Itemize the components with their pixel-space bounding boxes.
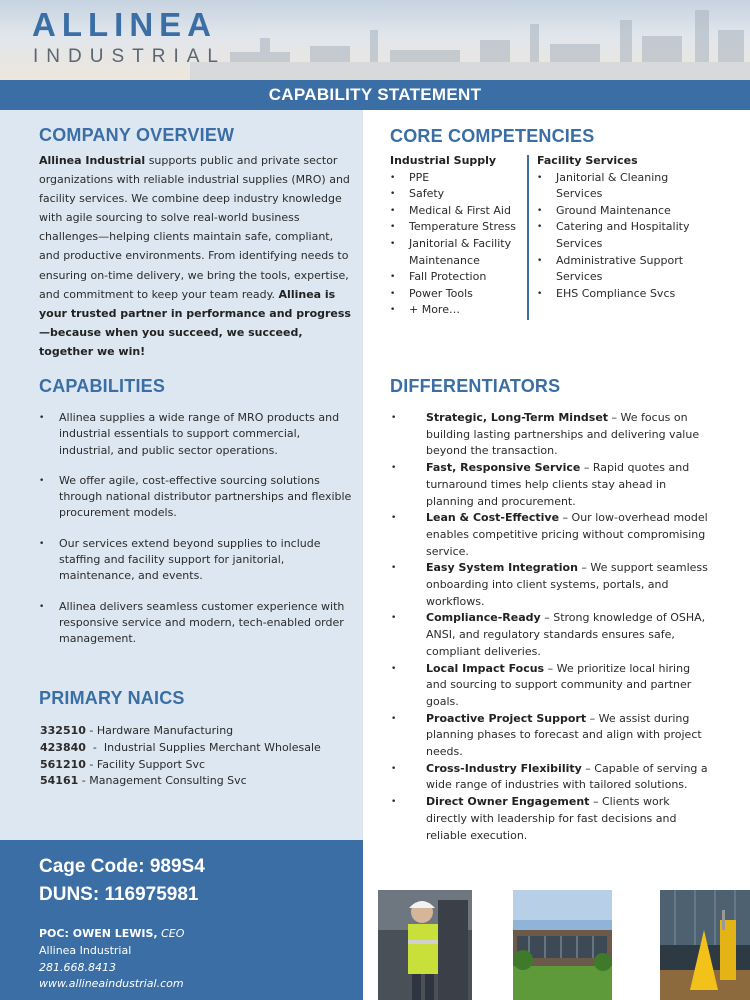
list-item: • Local Impact Focus – We prioritize local hiring and sourcing to support community and partner goals. [391, 661, 692, 708]
contact-box [0, 840, 363, 1000]
list-item: • Cross-Industry Flexibility – Capable of serving a wide range of industries with tailored solutions. [391, 761, 708, 792]
company-name: Allinea Industrial [39, 943, 132, 957]
list-item: • + More… [390, 302, 526, 319]
list-item: • PPE [390, 170, 526, 187]
point-of-contact [39, 926, 184, 993]
list-item: • Janitorial & Cleaning Services [537, 170, 669, 201]
bullet-icon: • [391, 513, 397, 524]
list-item: • Easy System Integration – We support seamless onboarding into client systems, portals, and workflows. [391, 561, 708, 608]
phone-number[interactable]: 281.668.8413 [39, 960, 116, 974]
bullet-icon: • [537, 222, 543, 233]
poc-label: POC: OWEN LEWIS, [39, 927, 158, 940]
naics-row: 332510 - Hardware Manufacturing [40, 724, 234, 737]
naics-row: 54161 - Management Consulting Svc [40, 774, 247, 788]
list-item: • We offer agile, cost-effective sourcing solutions through national distributor partnerships and flexible procurement models. [39, 473, 352, 520]
list-item: • Temperature Stress [390, 219, 526, 236]
list-item: • Catering and Hospitality Services [537, 220, 690, 250]
company-overview-heading: COMPANY OVERVIEW [39, 125, 235, 145]
list-item: • Strategic, Long-Term Mindset – We focus on building lasting partnerships and delivering value beyond the transaction. [391, 411, 700, 458]
brand-subtitle: INDUSTRIAL [33, 46, 226, 67]
bullet-icon: • [390, 205, 396, 216]
bullet-icon: • [537, 172, 543, 183]
bullet-icon: • [390, 172, 396, 183]
bullet-icon: • [39, 413, 45, 423]
bullet-icon: • [391, 797, 397, 808]
naics-heading: PRIMARY NAICS [39, 688, 185, 708]
capabilities-list [39, 410, 357, 662]
differentiators-list [391, 410, 711, 844]
duns-number: DUNS: 116975981 [39, 884, 199, 905]
bullet-icon: • [390, 305, 396, 316]
website-link[interactable]: www.allineaindustrial.com [39, 977, 184, 991]
brand-name: ALLINEA [32, 6, 217, 43]
list-item: • Direct Owner Engagement – Clients work directly with leadership for fast decisions and reliable execution. [391, 795, 677, 842]
list-item: • Janitorial & Facility Maintenance [390, 236, 512, 267]
list-item: • Our services extend beyond supplies to include staffing and facility support for janitorial, maintenance, and events. [39, 536, 321, 583]
bullet-icon: • [537, 255, 543, 266]
list-item: • Fast, Responsive Service – Rapid quotes and turnaround times help clients stay ahead in planning and procurement. [391, 461, 690, 508]
overview-closing: Allinea is your trusted partner in performance and progress—because when you succeed, we succeed, together we win! [39, 287, 351, 358]
column-divider [527, 155, 529, 320]
industrial-supply-title: Industrial Supply [390, 154, 497, 167]
bullet-icon: • [39, 475, 45, 486]
list-item: • Proactive Project Support – We assist during planning phases to forecast and align with project needs. [391, 711, 702, 759]
bullet-icon: • [391, 413, 397, 423]
bullet-icon: • [390, 222, 396, 233]
office-building-photo [513, 890, 612, 1000]
list-item: • Compliance-Ready – Strong knowledge of OSHA, ANSI, and regulatory standards ensures safe, compliant deliveries. [391, 611, 706, 658]
header-banner [0, 0, 750, 80]
list-item: • Fall Protection [390, 269, 526, 286]
bullet-icon: • [390, 238, 396, 249]
industrial-supply-column [390, 153, 526, 319]
bullet-icon: • [39, 538, 45, 549]
janitorial-photo [660, 890, 750, 1000]
poc-title: CEO [161, 927, 185, 940]
industrial-skyline-image [190, 0, 750, 80]
list-item: • Medical & First Aid [390, 203, 526, 220]
naics-list [40, 723, 360, 790]
list-item: • EHS Compliance Svcs [537, 286, 717, 303]
bullet-icon: • [390, 272, 396, 283]
facility-services-title: Facility Services [537, 154, 638, 167]
list-item: • Allinea delivers seamless customer experience with responsive service and modern, tech-enabled order management. [39, 599, 345, 646]
bullet-icon: • [537, 205, 543, 216]
list-item: • Ground Maintenance [537, 203, 717, 220]
worker-photo [378, 890, 472, 1000]
list-item: • Lean & Cost-Effective – Our low-overhead model enables competitive pricing without compromising service. [391, 511, 708, 558]
list-item: • Power Tools [390, 286, 526, 303]
company-overview-text [39, 151, 357, 361]
bullet-icon: • [390, 288, 396, 299]
bullet-icon: • [391, 563, 397, 574]
bullet-icon: • [39, 601, 45, 612]
bullet-icon: • [391, 463, 397, 474]
bullet-icon: • [391, 613, 397, 624]
bullet-icon: • [391, 663, 397, 674]
facility-services-column [537, 153, 717, 302]
list-item: • Safety [390, 186, 526, 203]
differentiators-heading: DIFFERENTIATORS [390, 376, 561, 396]
bullet-icon: • [391, 763, 397, 774]
document-title: CAPABILITY STATEMENT [0, 80, 750, 110]
cage-code: Cage Code: 989S4 [39, 856, 205, 877]
core-competencies-heading: CORE COMPETENCIES [390, 126, 595, 146]
capabilities-heading: CAPABILITIES [39, 376, 166, 396]
list-item: • Administrative Support Services [537, 253, 684, 284]
bullet-icon: • [391, 713, 397, 724]
bullet-icon: • [537, 288, 543, 299]
bullet-icon: • [390, 189, 396, 200]
overview-body: supports public and private sector organizations with reliable industrial supplies (MRO) and facility services. We combine deep industry knowledge with agile sourcing to solve real-world business challenges—helping clients maintain safe, compliant, and productive environments. From identifying needs to ensuring on-time delivery, we bring the tools, expertise, and commitment to keep your team ready. [39, 154, 350, 301]
naics-row: 423840 - Industrial Supplies Merchant Wholesale [40, 740, 321, 754]
naics-row: 561210 - Facility Support Svc [40, 757, 206, 771]
list-item: • Allinea supplies a wide range of MRO products and industrial essentials to support commercial, industrial, and public sector operations. [39, 411, 340, 457]
overview-lead: Allinea Industrial [39, 154, 146, 167]
